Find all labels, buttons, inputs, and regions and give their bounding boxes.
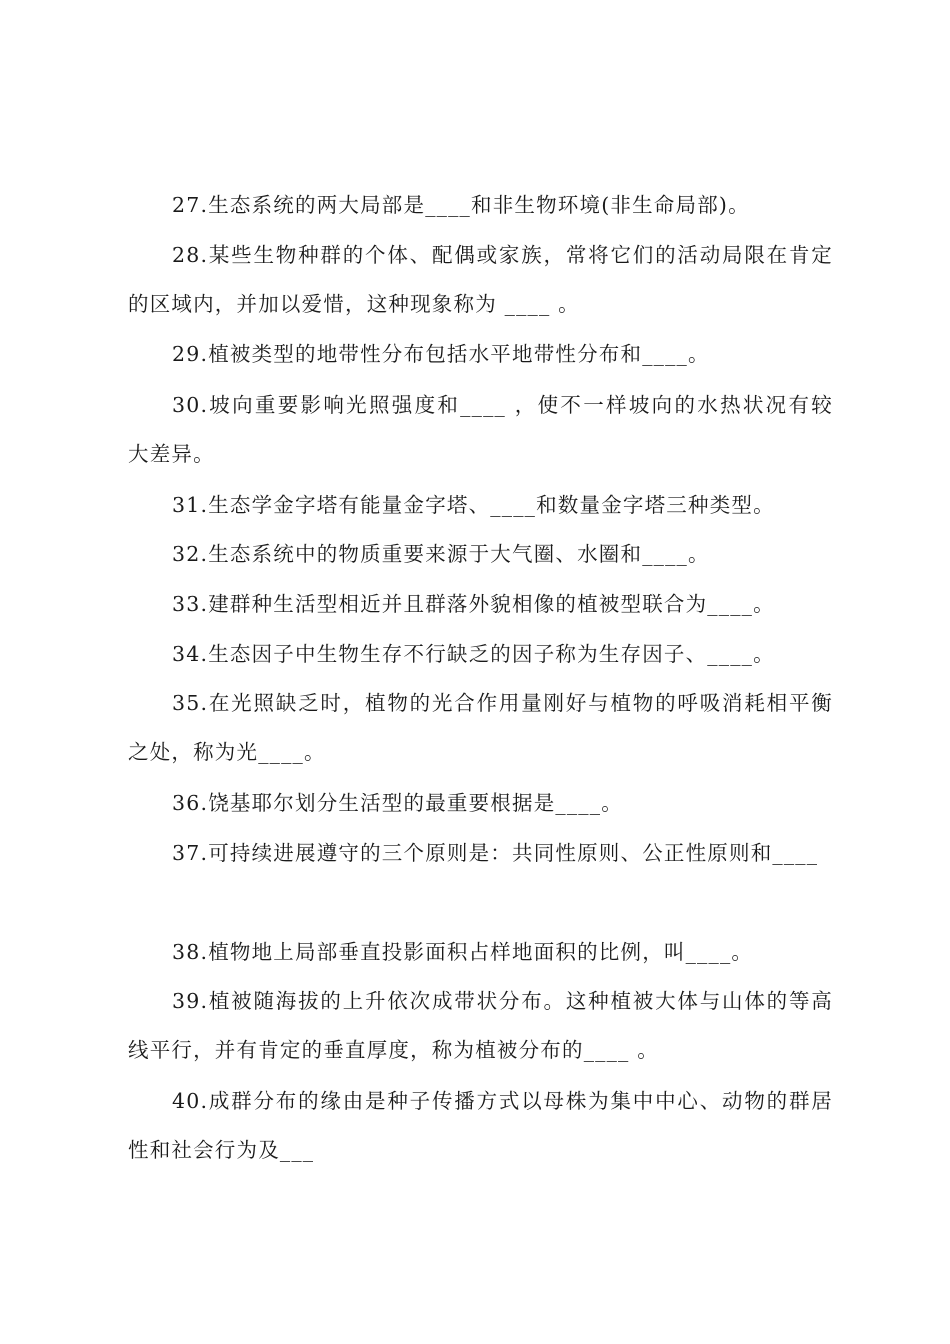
question-32 — [128, 530, 833, 579]
question-39 — [128, 977, 833, 1075]
question-29 — [128, 330, 833, 379]
question-40 — [128, 1077, 833, 1175]
question-34 — [128, 630, 833, 679]
question-line: 38.植物地上局部垂直投影面积占样地面积的比例，叫____。 — [172, 940, 754, 964]
question-line: 大差异。 — [128, 442, 215, 466]
question-36 — [128, 779, 833, 828]
question-28 — [128, 231, 833, 329]
question-line: 30.坡向重要影响光照强度和____ ，使不一样坡向的水热状况有较 — [172, 393, 833, 417]
question-line: 36.饶基耶尔划分生活型的最重要根据是____。 — [172, 791, 623, 815]
question-38 — [128, 928, 833, 977]
question-line: 线平行，并有肯定的垂直厚度，称为植被分布的____ 。 — [128, 1038, 659, 1062]
question-line: 性和社会行为及___ — [128, 1138, 315, 1162]
question-31 — [128, 481, 833, 530]
question-line: 34.生态因子中生物生存不行缺乏的因子称为生存因子、____。 — [172, 642, 775, 666]
question-line: 29.植被类型的地带性分布包括水平地带性分布和____。 — [172, 342, 710, 366]
question-line: 32.生态系统中的物质重要来源于大气圈、水圈和____。 — [172, 542, 710, 566]
question-line: 28.某些生物种群的个体、配偶或家族，常将它们的活动局限在肯定 — [172, 243, 833, 267]
question-line: 31.生态学金字塔有能量金字塔、____和数量金字塔三种类型。 — [172, 493, 775, 517]
question-line: 37.可持续进展遵守的三个原则是：共同性原则、公正性原则和____ — [172, 841, 819, 865]
question-30 — [128, 381, 833, 479]
question-27 — [128, 181, 833, 230]
question-line: 27.生态系统的两大局部是____和非生物环境(非生命局部)。 — [172, 193, 750, 217]
question-35 — [128, 679, 833, 777]
question-line: 的区域内，并加以爱惜，这种现象称为 ____ 。 — [128, 292, 580, 316]
question-line: 40.成群分布的缘由是种子传播方式以母株为集中中心、动物的群居 — [172, 1089, 833, 1113]
question-line: 39.植被随海拔的上升依次成带状分布。这种植被大体与山体的等高 — [172, 989, 833, 1013]
question-line: 之处，称为光____。 — [128, 740, 326, 764]
question-line: 33.建群种生活型相近并且群落外貌相像的植被型联合为____。 — [172, 592, 775, 616]
question-line: 35.在光照缺乏时，植物的光合作用量刚好与植物的呼吸消耗相平衡 — [172, 691, 833, 715]
question-33 — [128, 580, 833, 629]
question-37 — [128, 829, 833, 878]
